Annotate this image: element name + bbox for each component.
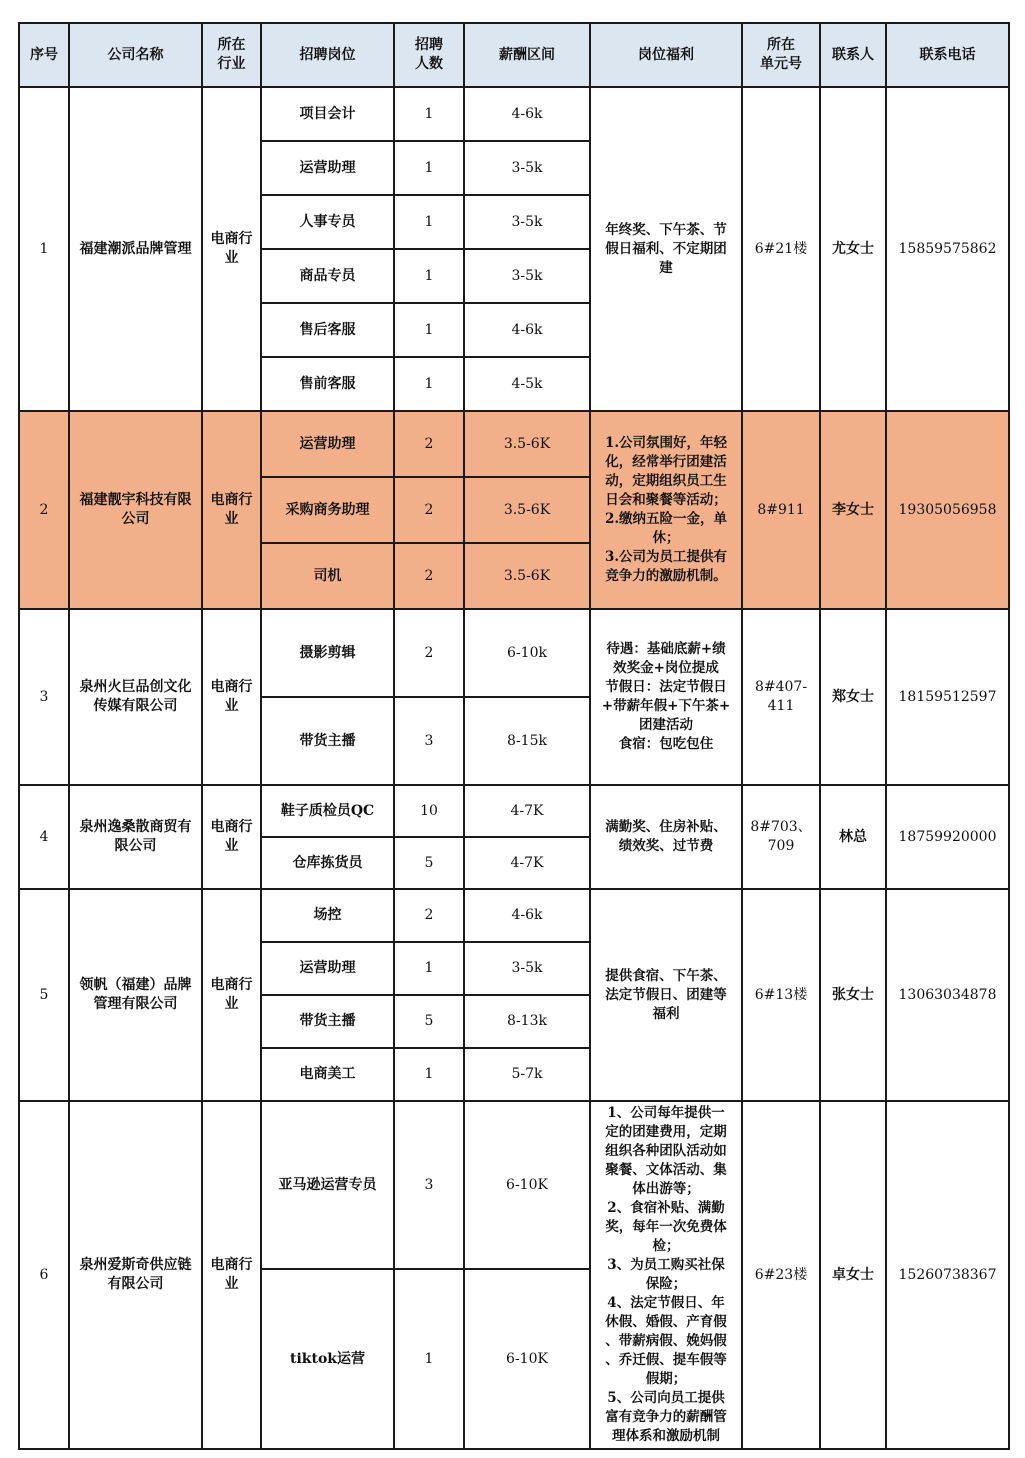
- row-number: 3: [19, 609, 69, 785]
- benefits-line: 法定节假日、团建等: [605, 986, 727, 1003]
- table-row: [19, 1101, 1009, 1269]
- industry: 电商行业: [202, 609, 261, 785]
- job-title: 带货主播: [261, 995, 394, 1048]
- job-count: 2: [394, 543, 464, 609]
- job-salary: 3.5-6K: [464, 411, 590, 477]
- job-salary: 3.5-6K: [464, 543, 590, 609]
- header-position: 招聘岗位: [261, 23, 394, 87]
- phone-number: 19305056958: [886, 411, 1009, 609]
- benefits-line: 奖，每年一次免费体: [605, 1219, 727, 1235]
- job-title: 采购商务助理: [261, 477, 394, 543]
- benefits-line: 休；: [652, 530, 680, 546]
- benefits-line: 假期；: [645, 1371, 687, 1387]
- benefits: [590, 785, 742, 889]
- job-title: 售前客服: [261, 357, 394, 411]
- job-salary: 3-5k: [464, 195, 590, 249]
- benefits-line: 假日福利、不定期团: [605, 240, 727, 257]
- benefits-line: 2、食宿补贴、满勤: [607, 1200, 725, 1216]
- benefits-line: 保险；: [645, 1276, 687, 1292]
- table-row: [19, 609, 1009, 697]
- phone-number: 15859575862: [886, 87, 1009, 411]
- row-number: 1: [19, 87, 69, 411]
- job-title: 人事专员: [261, 195, 394, 249]
- job-title: 司机: [261, 543, 394, 609]
- table-row: [19, 411, 1009, 477]
- phone-number: 13063034878: [886, 889, 1009, 1101]
- contact-person: 林总: [820, 785, 886, 889]
- phone-number: 18159512597: [886, 609, 1009, 785]
- benefits-line: 节假日：法定节假日: [605, 679, 727, 695]
- job-title: 商品专员: [261, 249, 394, 303]
- benefits-line: 待遇：基础底薪+绩: [606, 641, 726, 657]
- benefits-line: 休假、婚假、产育假: [605, 1314, 727, 1330]
- contact-person: 张女士: [820, 889, 886, 1101]
- job-count: 1: [394, 357, 464, 411]
- benefits-line: +带薪年假+下午茶+: [601, 698, 731, 714]
- job-count: 5: [394, 837, 464, 889]
- job-count: 2: [394, 889, 464, 942]
- row-number: 6: [19, 1101, 69, 1449]
- table-row: [19, 785, 1009, 837]
- benefits-line: 富有竞争力的薪酬管: [605, 1409, 727, 1425]
- benefits: [590, 609, 742, 785]
- header-no: 序号: [19, 23, 69, 87]
- unit-number: 8#911: [742, 411, 820, 609]
- job-count: 1: [394, 1048, 464, 1101]
- header-salary: 薪酬区间: [464, 23, 590, 87]
- job-title: 电商美工: [261, 1048, 394, 1101]
- job-count: 5: [394, 995, 464, 1048]
- benefits-line: 、带薪病假、娩妈假: [605, 1333, 727, 1349]
- row-number: 5: [19, 889, 69, 1101]
- job-count: 10: [394, 785, 464, 837]
- industry: 电商行业: [202, 1101, 261, 1449]
- phone-number: 18759920000: [886, 785, 1009, 889]
- benefits-line: 绩效奖、过节费: [618, 838, 714, 854]
- company-name: 泉州爱斯奇供应链有限公司: [69, 1101, 202, 1449]
- job-salary: 6-10K: [464, 1269, 590, 1449]
- job-title: 带货主播: [261, 697, 394, 785]
- job-title: 运营助理: [261, 942, 394, 995]
- header-industry: 所在 行业: [202, 23, 261, 87]
- job-title: 售后客服: [261, 303, 394, 357]
- table-row: [19, 87, 1009, 141]
- contact-person: 李女士: [820, 411, 886, 609]
- row-number: 2: [19, 411, 69, 609]
- benefits-line: 检；: [652, 1238, 680, 1254]
- job-count: 1: [394, 942, 464, 995]
- benefits-line: 5、公司向员工提供: [607, 1390, 725, 1406]
- company-name: 领帆（福建）品牌管理有限公司: [69, 889, 202, 1101]
- benefits-line: 年终奖、下午茶、节: [605, 221, 727, 238]
- job-title: 鞋子质检员QC: [261, 785, 394, 837]
- benefits: [590, 1101, 742, 1449]
- unit-number: 6#21楼: [742, 87, 820, 411]
- job-count: 3: [394, 1101, 464, 1269]
- job-title: 亚马逊运营专员: [261, 1101, 394, 1269]
- benefits-line: 效奖金+岗位提成: [613, 660, 719, 676]
- job-salary: 8-15k: [464, 697, 590, 785]
- benefits-line: 定的团建费用，定期: [605, 1124, 727, 1140]
- unit-number: 6#23楼: [742, 1101, 820, 1449]
- benefits-line: 2.缴纳五险一金，单: [604, 511, 728, 527]
- header-benefits: 岗位福利: [590, 23, 742, 87]
- job-salary: 8-13k: [464, 995, 590, 1048]
- industry: 电商行业: [202, 411, 261, 609]
- job-title: 项目会计: [261, 87, 394, 141]
- contact-person: 郑女士: [820, 609, 886, 785]
- benefits-line: 1、公司每年提供一: [607, 1105, 725, 1121]
- header-unit: 所在 单元号: [742, 23, 820, 87]
- phone-number: 15260738367: [886, 1101, 1009, 1449]
- job-count: 2: [394, 411, 464, 477]
- company-name: 泉州逸桑散商贸有限公司: [69, 785, 202, 889]
- job-salary: 6-10k: [464, 609, 590, 697]
- benefits-line: 化，经常举行团建活: [605, 454, 727, 470]
- benefits-line: 福利: [652, 1005, 680, 1022]
- benefits-line: 、乔迁假、提车假等: [605, 1352, 727, 1368]
- job-count: 1: [394, 303, 464, 357]
- benefits-line: 3、为员工购买社保: [607, 1257, 725, 1273]
- benefits: [590, 87, 742, 411]
- job-salary: 4-5k: [464, 357, 590, 411]
- job-count: 2: [394, 609, 464, 697]
- job-count: 1: [394, 141, 464, 195]
- job-salary: 4-6k: [464, 303, 590, 357]
- benefits-line: 食宿：包吃包住: [618, 736, 714, 752]
- job-count: 1: [394, 87, 464, 141]
- header-phone: 联系电话: [886, 23, 1009, 87]
- job-salary: 3-5k: [464, 141, 590, 195]
- benefits-line: 满勤奖、住房补贴、: [605, 819, 727, 835]
- unit-number: 8#407-411: [742, 609, 820, 785]
- table-body: [19, 87, 1009, 1449]
- job-count: 1: [394, 249, 464, 303]
- benefits-line: 团建活动: [639, 717, 693, 733]
- job-count: 1: [394, 195, 464, 249]
- job-salary: 4-7K: [464, 785, 590, 837]
- job-count: 3: [394, 697, 464, 785]
- benefits-line: 体出游等；: [632, 1181, 700, 1197]
- benefits: [590, 411, 742, 609]
- company-name: 福建靓宇科技有限公司: [69, 411, 202, 609]
- benefits-line: 聚餐、文体活动、集: [605, 1162, 727, 1178]
- benefits-line: 3.公司为员工提供有: [604, 549, 728, 565]
- header-company: 公司名称: [69, 23, 202, 87]
- benefits-line: 提供食宿、下午茶、: [605, 967, 727, 984]
- company-name: 福建潮派品牌管理: [69, 87, 202, 411]
- benefits: [590, 889, 742, 1101]
- header-contact: 联系人: [820, 23, 886, 87]
- benefits-line: 理体系和激励机制: [612, 1428, 720, 1444]
- job-title: 运营助理: [261, 141, 394, 195]
- benefits-line: 1.公司氛围好，年轻: [604, 435, 728, 451]
- industry: 电商行业: [202, 785, 261, 889]
- job-salary: 6-10K: [464, 1101, 590, 1269]
- job-salary: 3-5k: [464, 942, 590, 995]
- benefits-line: 日会和聚餐等活动；: [605, 492, 727, 508]
- job-salary: 4-7K: [464, 837, 590, 889]
- benefits-line: 4、法定节假日、年: [607, 1295, 725, 1311]
- table-row: [19, 889, 1009, 942]
- job-salary: 4-6k: [464, 87, 590, 141]
- unit-number: 8#703、709: [742, 785, 820, 889]
- benefits-line: 动，定期组织员工生: [605, 473, 727, 489]
- industry: 电商行业: [202, 87, 261, 411]
- job-salary: 5-7k: [464, 1048, 590, 1101]
- header-count: 招聘 人数: [394, 23, 464, 87]
- unit-number: 6#13楼: [742, 889, 820, 1101]
- job-title: 摄影剪辑: [261, 609, 394, 697]
- recruitment-sheet: [18, 22, 1008, 1450]
- job-title: 场控: [261, 889, 394, 942]
- row-number: 4: [19, 785, 69, 889]
- job-salary: 4-6k: [464, 889, 590, 942]
- job-title: tiktok运营: [261, 1269, 394, 1449]
- job-count: 2: [394, 477, 464, 543]
- job-count: 1: [394, 1269, 464, 1449]
- job-salary: 3-5k: [464, 249, 590, 303]
- company-name: 泉州火巨品创文化传媒有限公司: [69, 609, 202, 785]
- header-row: [19, 23, 1009, 87]
- contact-person: 卓女士: [820, 1101, 886, 1449]
- job-title: 运营助理: [261, 411, 394, 477]
- job-salary: 3.5-6K: [464, 477, 590, 543]
- industry: 电商行业: [202, 889, 261, 1101]
- benefits-line: 组织各种团队活动如: [605, 1143, 727, 1159]
- recruitment-table: [18, 22, 1010, 1450]
- job-title: 仓库拣货员: [261, 837, 394, 889]
- contact-person: 尤女士: [820, 87, 886, 411]
- benefits-line: 建: [659, 259, 673, 276]
- benefits-line: 竞争力的激励机制。: [605, 568, 727, 584]
